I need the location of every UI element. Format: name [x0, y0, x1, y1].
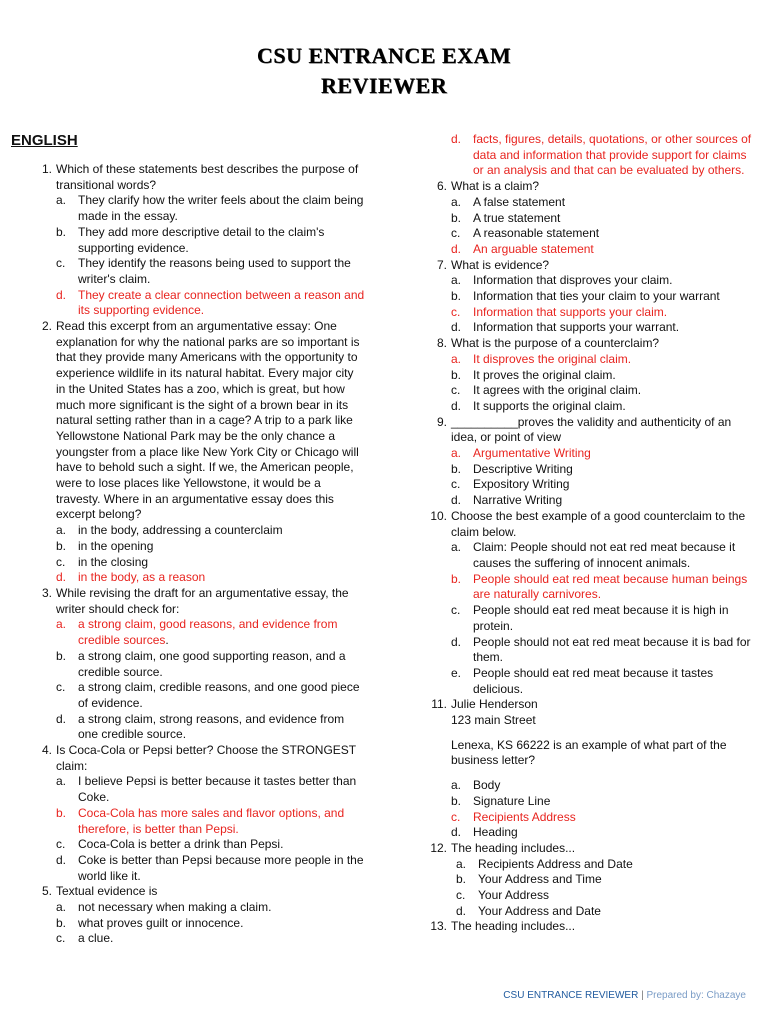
option: c. in the closing	[56, 554, 149, 569]
question-11-address	[425, 713, 755, 729]
question-text: What is evidence?	[451, 257, 550, 272]
answer-option: b. Coca-Cola has more sales and flavor options, and therefore, is better than Pepsi.	[56, 805, 345, 836]
option: d. Narrative Writing	[451, 493, 563, 508]
footer-title: CSU ENTRANCE REVIEWER	[503, 990, 639, 1001]
question-13: 13. The heading includes...	[430, 919, 576, 934]
option: a. A false statement	[451, 194, 566, 209]
option: c. Your Address	[456, 888, 549, 903]
option: c. Coca-Cola is better a drink than Pepsi.	[56, 837, 284, 852]
option: a. in the body, addressing a counterclaim	[56, 523, 283, 538]
answer-option: a. It disproves the original claim.	[451, 351, 632, 366]
option: a. Information that disproves your claim.	[451, 273, 673, 288]
option: d. It supports the original claim.	[451, 398, 626, 413]
question-text: __________proves the validity and authenticity of an idea, or point of view	[451, 414, 732, 445]
option: a. Recipients Address and Date	[456, 856, 633, 871]
option: b. what proves guilt or innocence.	[56, 915, 244, 930]
footer-separator: |	[641, 990, 644, 1001]
option: b. in the opening	[56, 538, 154, 553]
question-1: 1. Which of these statements best describes the purpose of transitional words?	[41, 162, 359, 192]
option: c. It agrees with the original claim.	[451, 383, 642, 398]
option: d. People should not eat red meat because it is bad for them.	[451, 634, 751, 665]
option: c. a strong claim, credible reasons, and one good piece of evidence.	[56, 680, 360, 710]
option: d. Your Address and Date	[456, 903, 601, 918]
right-column	[425, 132, 755, 935]
question-text: Lenexa, KS 66222 is an example of what part of the business letter?	[451, 737, 727, 768]
option: a. Claim: People should not eat red meat because it causes the suffering of innocent animals.	[451, 540, 736, 570]
question-text: Which of these statements best describes the purpose of transitional words?	[56, 162, 359, 192]
address-line: 123 main Street	[451, 713, 536, 728]
option: b. Information that ties your claim to your warrant	[451, 289, 720, 304]
question-3: 3. While revising the draft for an argumentative essay, the writer should check for:	[41, 585, 349, 616]
question-2: 2. Read this excerpt from an argumentative essay: One explanation for why the national parks are so important is that they provide many Americans with the opportunity to experience wildlife in its natural habitat. Every major city in the United States has a zoo, which is great, but how much more significant is the sight of a brown bear in its natural setting rather than in a cage? A trip to a park like Yellowstone National Park may be the only chance a youngster from a place like New York City or Chicago will have to behold such a sight. If we, the American people, were to lose places like Yellowstone, it would be a travesty. Where in an argumentative essay does this excerpt belong?	[41, 319, 360, 522]
answer-option: d. in the body, as a reason	[56, 570, 206, 585]
question-10: 10. Choose the best example of a good counterclaim to the claim below.	[430, 508, 746, 539]
question-7: 7. What is evidence?	[436, 257, 550, 272]
question-9: 9. __________proves the validity and authenticity of an idea, or point of view	[436, 414, 732, 445]
option: c. a clue.	[56, 931, 114, 946]
question-text: Textual evidence is	[56, 884, 158, 899]
question-text: Is Coca-Cola or Pepsi better? Choose the STRONGEST claim:	[56, 743, 356, 773]
answer-option: d. An arguable statement	[451, 241, 594, 256]
option: c. A reasonable statement	[451, 226, 600, 241]
option: a. not necessary when making a claim.	[56, 900, 272, 915]
question-11: 11. Julie Henderson	[431, 697, 538, 712]
option: b. They add more descriptive detail to the claim's supporting evidence.	[56, 224, 325, 255]
option: b. Your Address and Time	[456, 872, 602, 887]
question-text: Read this excerpt from an argumentative essay: One explanation for why the national parks are so important is that they provide many Americans with the opportunity to experience wildlife in its natural habitat. Every major city in the United States has a zoo, which is great, but how much more significant is the sight of a brown bear in its natural setting rather than in a cage? A trip to a park like Yellowstone National Park may be the only chance a youngster from a place like New York City or Chicago will have to behold such a sight. If we, the American people, were to lose places like Yellowstone, it would be a travesty. Where in an argumentative essay does this excerpt belong?	[56, 319, 360, 522]
answer-option: c. Information that supports your claim.	[451, 304, 668, 319]
page-footer	[503, 990, 746, 1001]
option: d. Heading	[451, 825, 518, 840]
footer-author: Prepared by: Chazaye	[646, 990, 746, 1001]
question-11-text	[425, 738, 755, 769]
option: c. They identify the reasons being used to support the writer's claim.	[56, 256, 351, 286]
question-4: 4. Is Coca-Cola or Pepsi better? Choose the STRONGEST claim:	[41, 743, 356, 773]
option: a. Body	[451, 778, 501, 793]
question-text: What is a claim?	[451, 179, 540, 194]
option: a. I believe Pepsi is better because it tastes better than Coke.	[56, 774, 357, 805]
question-text: The heading includes...	[451, 919, 576, 934]
question-text: The heading includes...	[451, 840, 576, 855]
question-12: 12. The heading includes...	[430, 840, 576, 855]
option: c. Expository Writing	[451, 477, 570, 492]
option: b. Signature Line	[451, 793, 551, 808]
option: d. a strong claim, strong reasons, and evidence from one credible source.	[56, 711, 345, 742]
question-5: 5. Textual evidence is	[41, 884, 158, 899]
option: c. People should eat red meat because it is high in protein.	[451, 603, 729, 633]
option: d. Coke is better than Pepsi because more people in the world like it.	[56, 852, 364, 883]
option: a. They clarify how the writer feels about the claim being made in the essay.	[56, 193, 364, 224]
section-heading: ENGLISH	[11, 132, 78, 149]
document-title-line2: REVIEWER	[320, 73, 448, 98]
option: e. People should eat red meat because it tastes delicious.	[451, 665, 714, 696]
answer-option: b. People should eat red meat because human beings are naturally carnivores.	[451, 571, 748, 602]
answer-option: a. Argumentative Writing	[451, 446, 591, 461]
question-text: While revising the draft for an argumentative essay, the writer should check for:	[56, 585, 349, 616]
question-text: What is the purpose of a counterclaim?	[451, 336, 660, 351]
left-column	[30, 162, 365, 947]
answer-option: d. They create a clear connection between a reason and its supporting evidence.	[56, 287, 365, 318]
address-line: Julie Henderson	[451, 697, 538, 712]
option: b. Descriptive Writing	[451, 461, 573, 476]
option: d. Information that supports your warrant.	[451, 320, 680, 335]
answer-option: a. a strong claim, good reasons, and evidence from credible sources.	[56, 617, 338, 648]
document-title-line1: CSU ENTRANCE EXAM	[256, 43, 512, 68]
option: b. a strong claim, one good supporting reason, and a credible source.	[56, 648, 346, 679]
answer-option: c. Recipients Address	[451, 809, 576, 824]
question-8: 8. What is the purpose of a counterclaim?	[436, 336, 660, 351]
answer-option: d. facts, figures, details, quotations, or other sources of data and information that provide support for claims or an analysis and that can be evaluated by others.	[451, 132, 752, 178]
option: b. It proves the original claim.	[451, 367, 616, 382]
question-text: Choose the best example of a good counterclaim to the claim below.	[451, 508, 746, 539]
option: b. A true statement	[451, 210, 561, 225]
question-6: 6. What is a claim?	[436, 179, 540, 194]
